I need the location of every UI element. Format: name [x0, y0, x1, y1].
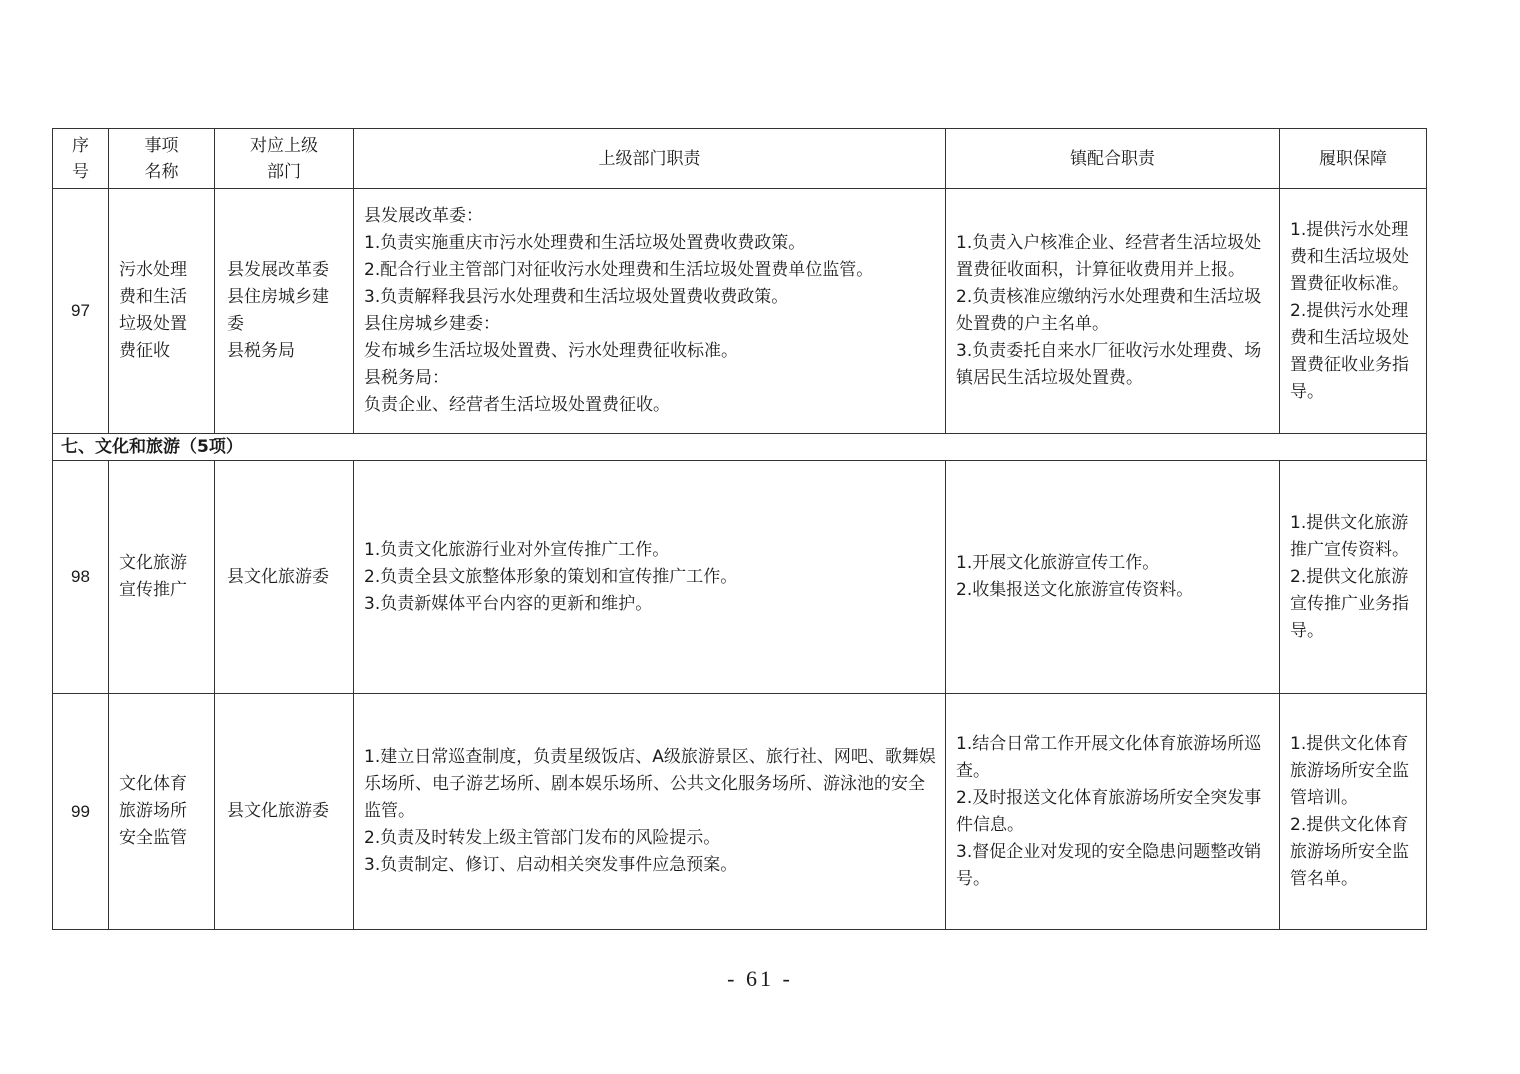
header-seq: 序 号	[53, 129, 109, 189]
table-row	[53, 461, 1427, 694]
row-town-duty: 1.负责入户核准企业、经营者生活垃圾处置费征收面积，计算征收费用并上报。 2.负责核准应缴纳污水处理费和生活垃圾处置费的户主名单。 3.负责委托自来水厂征收污水处理费、场镇居民生活垃圾处置费。	[946, 189, 1280, 434]
table-header	[53, 129, 1427, 189]
header-dept: 对应上级 部门	[215, 129, 354, 189]
row-dept: 县发展改革委 县住房城乡建 委 县税务局	[215, 189, 354, 434]
row-town-duty: 1.开展文化旅游宣传工作。 2.收集报送文化旅游宣传资料。	[946, 461, 1280, 694]
row-name: 文化旅游 宣传推广	[109, 461, 215, 694]
duty-table	[52, 128, 1427, 930]
row-upper-duty: 县发展改革委： 1.负责实施重庆市污水处理费和生活垃圾处置费收费政策。 2.配合行业主管部门对征收污水处理费和生活垃圾处置费单位监管。 3.负责解释我县污水处理费和生活垃圾处置费收费政策。 县住房城乡建委： 发布城乡生活垃圾处置费、污水处理费征收标准。 县税务局： 负责企业、经营者生活垃圾处置费征收。	[354, 189, 946, 434]
section-row	[53, 434, 1427, 461]
section-title: 七、文化和旅游（5项）	[53, 434, 1427, 461]
row-seq: 99	[53, 694, 109, 930]
row-guarantee: 1.提供文化旅游推广宣传资料。 2.提供文化旅游宣传推广业务指导。	[1280, 461, 1427, 694]
row-upper-duty: 1.负责文化旅游行业对外宣传推广工作。 2.负责全县文旅整体形象的策划和宣传推广工作。 3.负责新媒体平台内容的更新和维护。	[354, 461, 946, 694]
header-guarantee: 履职保障	[1280, 129, 1427, 189]
row-name: 污水处理 费和生活 垃圾处置 费征收	[109, 189, 215, 434]
table-row	[53, 189, 1427, 434]
row-guarantee: 1.提供文化体育旅游场所安全监管培训。 2.提供文化体育旅游场所安全监管名单。	[1280, 694, 1427, 930]
row-dept: 县文化旅游委	[215, 694, 354, 930]
row-name: 文化体育 旅游场所 安全监管	[109, 694, 215, 930]
row-guarantee: 1.提供污水处理费和生活垃圾处置费征收标准。 2.提供污水处理费和生活垃圾处置费征收业务指导。	[1280, 189, 1427, 434]
page-number: - 61 -	[727, 966, 793, 991]
header-name: 事项 名称	[109, 129, 215, 189]
header-town-duty: 镇配合职责	[946, 129, 1280, 189]
row-town-duty: 1.结合日常工作开展文化体育旅游场所巡查。 2.及时报送文化体育旅游场所安全突发事件信息。 3.督促企业对发现的安全隐患问题整改销号。	[946, 694, 1280, 930]
row-dept: 县文化旅游委	[215, 461, 354, 694]
header-upper-duty: 上级部门职责	[354, 129, 946, 189]
row-upper-duty: 1.建立日常巡查制度，负责星级饭店、A级旅游景区、旅行社、网吧、歌舞娱乐场所、电子游艺场所、剧本娱乐场所、公共文化服务场所、游泳池的安全监管。 2.负责及时转发上级主管部门发布的风险提示。 3.负责制定、修订、启动相关突发事件应急预案。	[354, 694, 946, 930]
table-row	[53, 694, 1427, 930]
row-seq: 98	[53, 461, 109, 694]
row-seq: 97	[53, 189, 109, 434]
